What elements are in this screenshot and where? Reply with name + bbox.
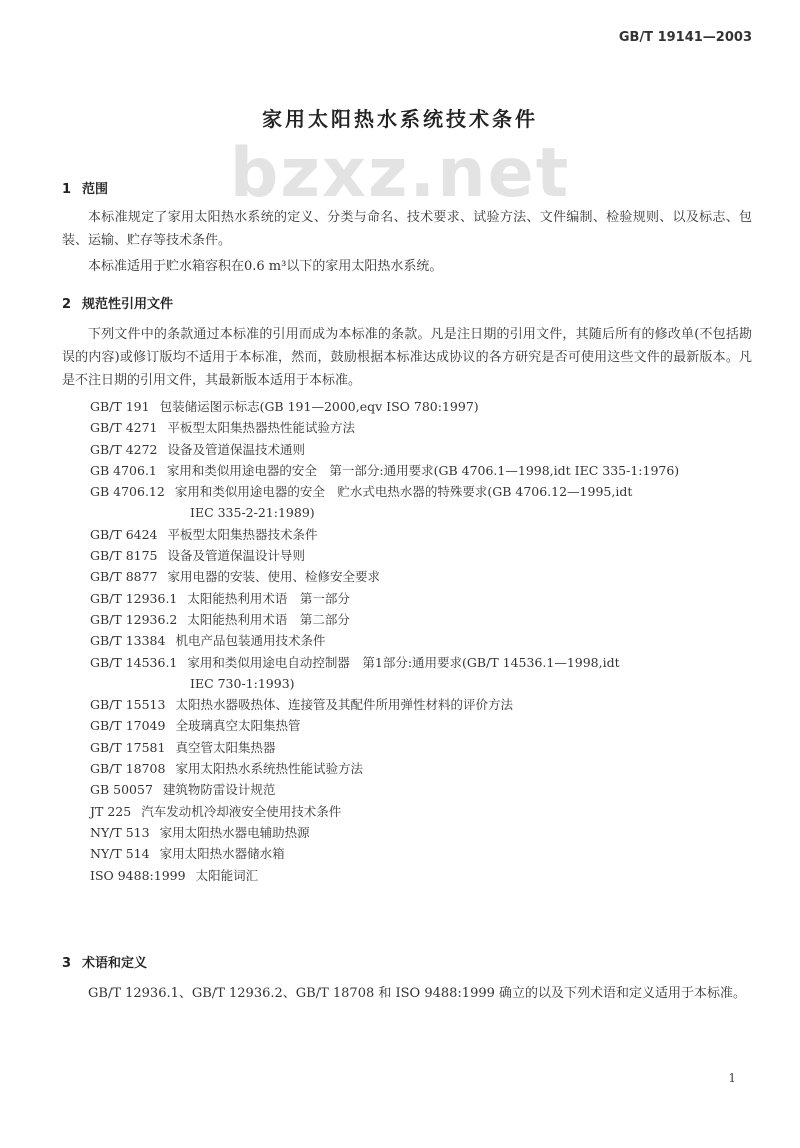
reference-title: 设备及管道保温技术通则 (167, 441, 306, 457)
reference-item (90, 843, 780, 864)
reference-title: 汽车发动机冷却液安全使用技术条件 (141, 803, 342, 819)
section-number: 3 (62, 956, 72, 971)
reference-code: GB/T 17049 (90, 718, 166, 734)
reference-code: GB/T 4272 (90, 441, 158, 457)
reference-item (90, 588, 780, 609)
references-intro: 下列文件中的条款通过本标准的引用而成为本标准的条款。凡是注日期的引用文件，其随后所有的修改单(不包括勘误的内容)或修订版均不适用于本标准，然而，鼓励根据本标准达成协议的各方研究是否可使用这些文件的最新版本。凡是不注日期的引用文件，其最新版本适用于本标准。 (62, 327, 752, 388)
reference-code: GB/T 8175 (90, 548, 158, 564)
reference-title: 建筑物防雷设计规范 (162, 782, 276, 798)
reference-item (90, 396, 780, 417)
reference-code: GB/T 13384 (90, 633, 166, 649)
standard-code: GB/T 19141—2003 (618, 30, 752, 45)
reference-title: 家用和类似用途电自动控制器 第1部分:通用要求(GB/T 14536.1—1998,idt (187, 654, 620, 670)
reference-code: GB 50057 (90, 782, 153, 798)
reference-code: GB/T 15513 (90, 697, 166, 713)
reference-item (90, 609, 780, 630)
reference-item (90, 779, 780, 800)
reference-item (90, 715, 780, 736)
reference-code: GB 4706.1 (90, 462, 157, 478)
reference-title: 包装储运图示标志(GB 191—2000,eqv ISO 780:1997) (159, 399, 479, 414)
section-title: 规范性引用文件 (82, 297, 174, 312)
reference-item (90, 758, 780, 779)
reference-title: 全玻璃真空太阳集热管 (175, 718, 301, 734)
reference-title: 家用电器的安装、使用、检修安全要求 (167, 569, 381, 585)
reference-title: 太阳能热利用术语 第二部分 (187, 611, 350, 627)
reference-item (90, 822, 780, 843)
reference-item (90, 524, 780, 545)
reference-continuation: IEC 335-2-21:1989) (190, 505, 315, 521)
reference-title: 平板型太阳集热器技术条件 (167, 526, 318, 542)
reference-item (90, 801, 780, 822)
reference-code: JT 225 (90, 803, 132, 819)
reference-title: 家用太阳热水器电辅助热源 (159, 824, 310, 840)
reference-item (90, 865, 780, 886)
reference-item (90, 481, 780, 502)
watermark: bzxz.net (229, 134, 571, 213)
reference-code: GB/T 8877 (90, 569, 158, 585)
reference-title: 真空管太阳集热器 (175, 739, 276, 755)
definitions-paragraph: GB/T 12936.1、GB/T 12936.2、GB/T 18708 和 ISO 9488:1999 确立的以及下列术语和定义适用于本标准。 (88, 986, 747, 1001)
reference-item (90, 417, 780, 438)
reference-code: GB/T 191 (90, 399, 150, 414)
reference-title: 设备及管道保温设计导则 (167, 548, 306, 564)
reference-code: GB/T 14536.1 (90, 654, 178, 670)
reference-title: 家用和类似用途电器的安全 贮水式电热水器的特殊要求(GB 4706.12—1995,idt (174, 484, 633, 500)
reference-item (90, 737, 780, 758)
reference-title: 平板型太阳集热器热性能试验方法 (167, 420, 356, 436)
reference-title: 家用和类似用途电器的安全 第一部分:通用要求(GB 4706.1—1998,idt IEC 335-1:1976) (166, 462, 680, 478)
reference-item (90, 630, 780, 651)
reference-item (90, 545, 780, 566)
reference-title: 机电产品包装通用技术条件 (175, 633, 326, 649)
reference-code: GB/T 6424 (90, 526, 158, 542)
section-1-heading (62, 178, 108, 197)
page-number: 1 (728, 1071, 736, 1085)
reference-code: GB/T 4271 (90, 420, 158, 436)
section-title: 范围 (82, 182, 109, 197)
section-2-heading (62, 293, 173, 312)
scope-paragraph-1: 本标准规定了家用太阳热水系统的定义、分类与命名、技术要求、试验方法、文件编制、检验规则、以及标志、包装、运输、贮存等技术条件。 (62, 210, 752, 248)
reference-item (90, 439, 780, 460)
section-title: 术语和定义 (82, 956, 148, 971)
reference-code: GB/T 17581 (90, 739, 166, 755)
section-number: 1 (62, 182, 72, 197)
section-number: 2 (62, 297, 72, 312)
reference-code: GB/T 12936.1 (90, 590, 178, 606)
reference-title: 太阳能热利用术语 第一部分 (187, 590, 350, 606)
reference-code: NY/T 514 (90, 846, 150, 862)
reference-item (90, 652, 780, 673)
reference-item (90, 460, 780, 481)
reference-code: ISO 9488:1999 (90, 867, 186, 883)
reference-code: NY/T 513 (90, 824, 150, 840)
reference-code: GB 4706.12 (90, 484, 165, 500)
reference-code: GB/T 18708 (90, 761, 166, 777)
reference-item (90, 566, 780, 587)
reference-title: 家用太阳热水系统热性能试验方法 (175, 761, 363, 777)
reference-continuation: IEC 730-1:1993) (190, 675, 295, 691)
reference-title: 家用太阳热水器储水箱 (159, 846, 285, 862)
reference-title: 太阳热水器吸热体、连接管及其配件所用弹性材料的评价方法 (175, 697, 513, 713)
reference-item (90, 694, 780, 715)
section-3-heading (62, 952, 147, 971)
reference-title: 太阳能词汇 (195, 867, 259, 883)
scope-paragraph-2: 本标准适用于贮水箱容积在0.6 m³以下的家用太阳热水系统。 (88, 259, 443, 274)
reference-list (90, 396, 780, 886)
document-title: 家用太阳热水系统技术条件 (262, 107, 538, 131)
reference-code: GB/T 12936.2 (90, 611, 178, 627)
